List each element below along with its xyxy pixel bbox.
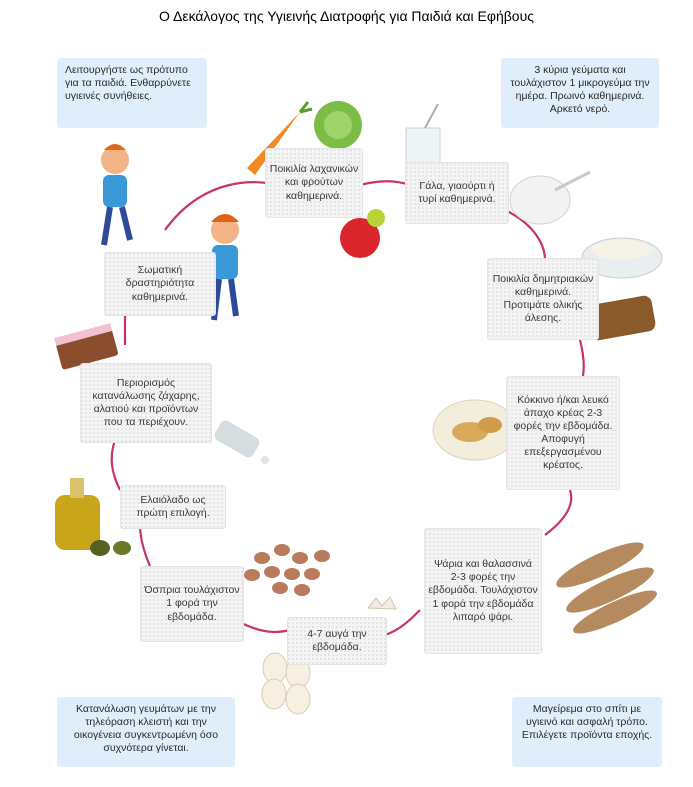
box-activity: Σωματική δραστηριότητα καθημερινά. [104,252,216,316]
box-grains: Ποικιλία δημητριακών καθημερινά. Προτιμάτε ολικής άλεσης. [487,258,599,340]
box-olive-oil: Ελαιόλαδο ως πρώτη επιλογή. [120,485,226,529]
box-meat: Κόκκινο ή/και λευκό άπαχο κρέας 2-3 φορές την εβδομάδα. Αποφυγή επεξεργασμένου κρέατος. [506,376,620,490]
cracked-egg-icon [368,597,396,609]
box-sugar-salt: Περιορισμός κατανάλωσης ζάχαρης, αλατιού και προϊόντων που τα περιέχουν. [80,363,212,443]
note-meals: 3 κύρια γεύματα και τουλάχιστον 1 μικρογεύμα την ημέρα. Πρωινό καθημερινά. Αρκετό νερό. [501,58,659,128]
chicken-plate-icon [433,400,517,460]
note-home-cooking: Μαγείρεμα στο σπίτι με υγιεινό και ασφαλή τρόπο. Επιλέγετε προϊόντα εποχής. [512,697,662,767]
box-fish: Ψάρια και θαλασσινά 2-3 φορές την εβδομάδα. Τουλάχιστον 1 φορά την εβδομάδα λιπαρό ψάρι. [424,528,542,654]
box-dairy: Γάλα, γιαούρτι ή τυρί καθημερινά. [405,162,509,224]
fish-icon [552,535,661,641]
page-title: Ο Δεκάλογος της Υγιεινής Διατροφής για Παιδιά και Εφήβους [159,8,534,24]
note-role-model: Λειτουργήστε ως πρότυπο για τα παιδιά. Ενθαρρύνετε υγιεινές συνήθειες. [57,58,207,128]
beans-icon [244,544,330,596]
box-legumes: Όσπρια τουλάχιστον 1 φορά την εβδομάδα. [140,566,244,642]
salt-shaker-icon [212,418,269,464]
box-vegetables: Ποικιλία λαχανικών και φρούτων καθημερινά. [265,148,363,218]
running-boy-icon [101,144,130,245]
note-family-meals: Κατανάλωση γευμάτων με την τηλεόραση κλειστή και την οικογένεια συγκεντρωμένη όσο συχνότερα γίνεται. [57,697,235,767]
box-eggs: 4-7 αυγά την εβδομάδα. [287,617,387,665]
yogurt-bowl-icon [510,172,590,224]
